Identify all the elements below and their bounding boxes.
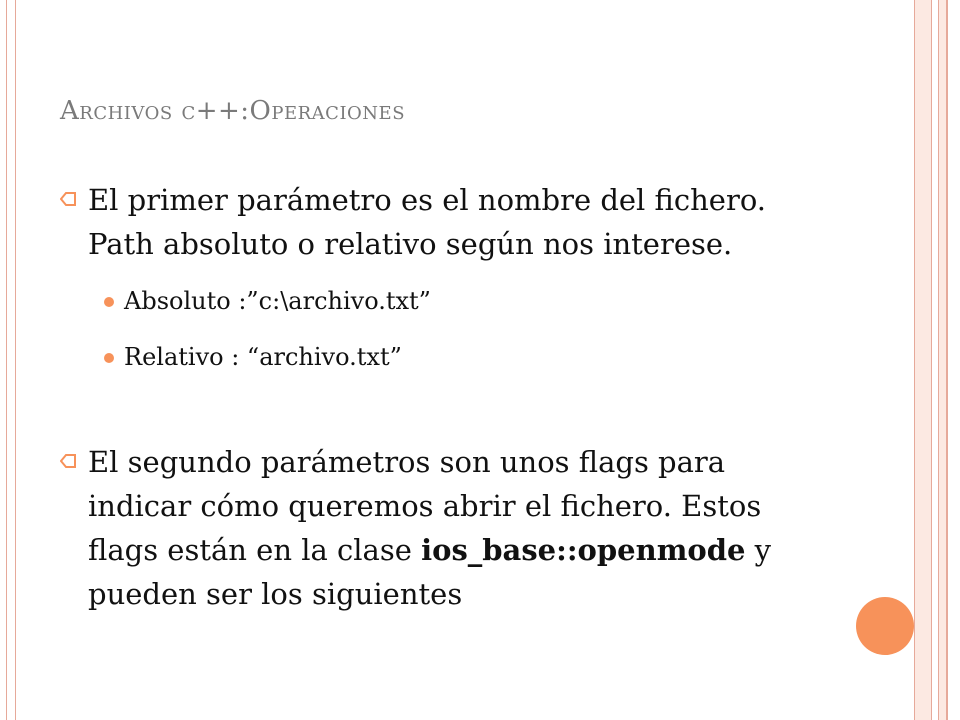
bullet-text: El primer parámetro es el nombre del fichero. Path absoluto o relativo según nos interese. — [88, 183, 767, 261]
bullet-text-part: El segundo parámetros son unos flags para indicar cómo queremos abrir el fichero. Estos flags están en la clase — [88, 445, 762, 567]
bullet-item — [60, 178, 820, 266]
orange-circle-icon — [856, 597, 914, 655]
bullet-text-part: y pueden ser los siguientes — [88, 533, 772, 611]
sub-item-text: Relativo : “archivo.txt” — [124, 343, 402, 371]
orange-outline-pentagon-icon — [60, 453, 76, 469]
sub-list — [60, 284, 820, 374]
spacer — [60, 396, 820, 440]
bullet-item — [60, 440, 820, 616]
right-stripe-decoration — [947, 0, 960, 720]
left-border-decoration — [6, 0, 16, 720]
right-stripe-decoration — [914, 0, 932, 720]
sub-item-text: Absoluto :”c:\archivo.txt” — [124, 287, 431, 315]
bullet-bold-text: ios_base::openmode — [421, 533, 746, 567]
right-stripe-decoration — [938, 0, 947, 720]
slide-title: Archivos c++:Operaciones — [60, 96, 406, 126]
orange-dot-icon — [104, 353, 114, 363]
slide-content — [60, 178, 820, 616]
sub-list-item — [104, 340, 820, 374]
orange-outline-pentagon-icon — [60, 191, 76, 207]
orange-dot-icon — [104, 297, 114, 307]
sub-list-item — [104, 284, 820, 318]
